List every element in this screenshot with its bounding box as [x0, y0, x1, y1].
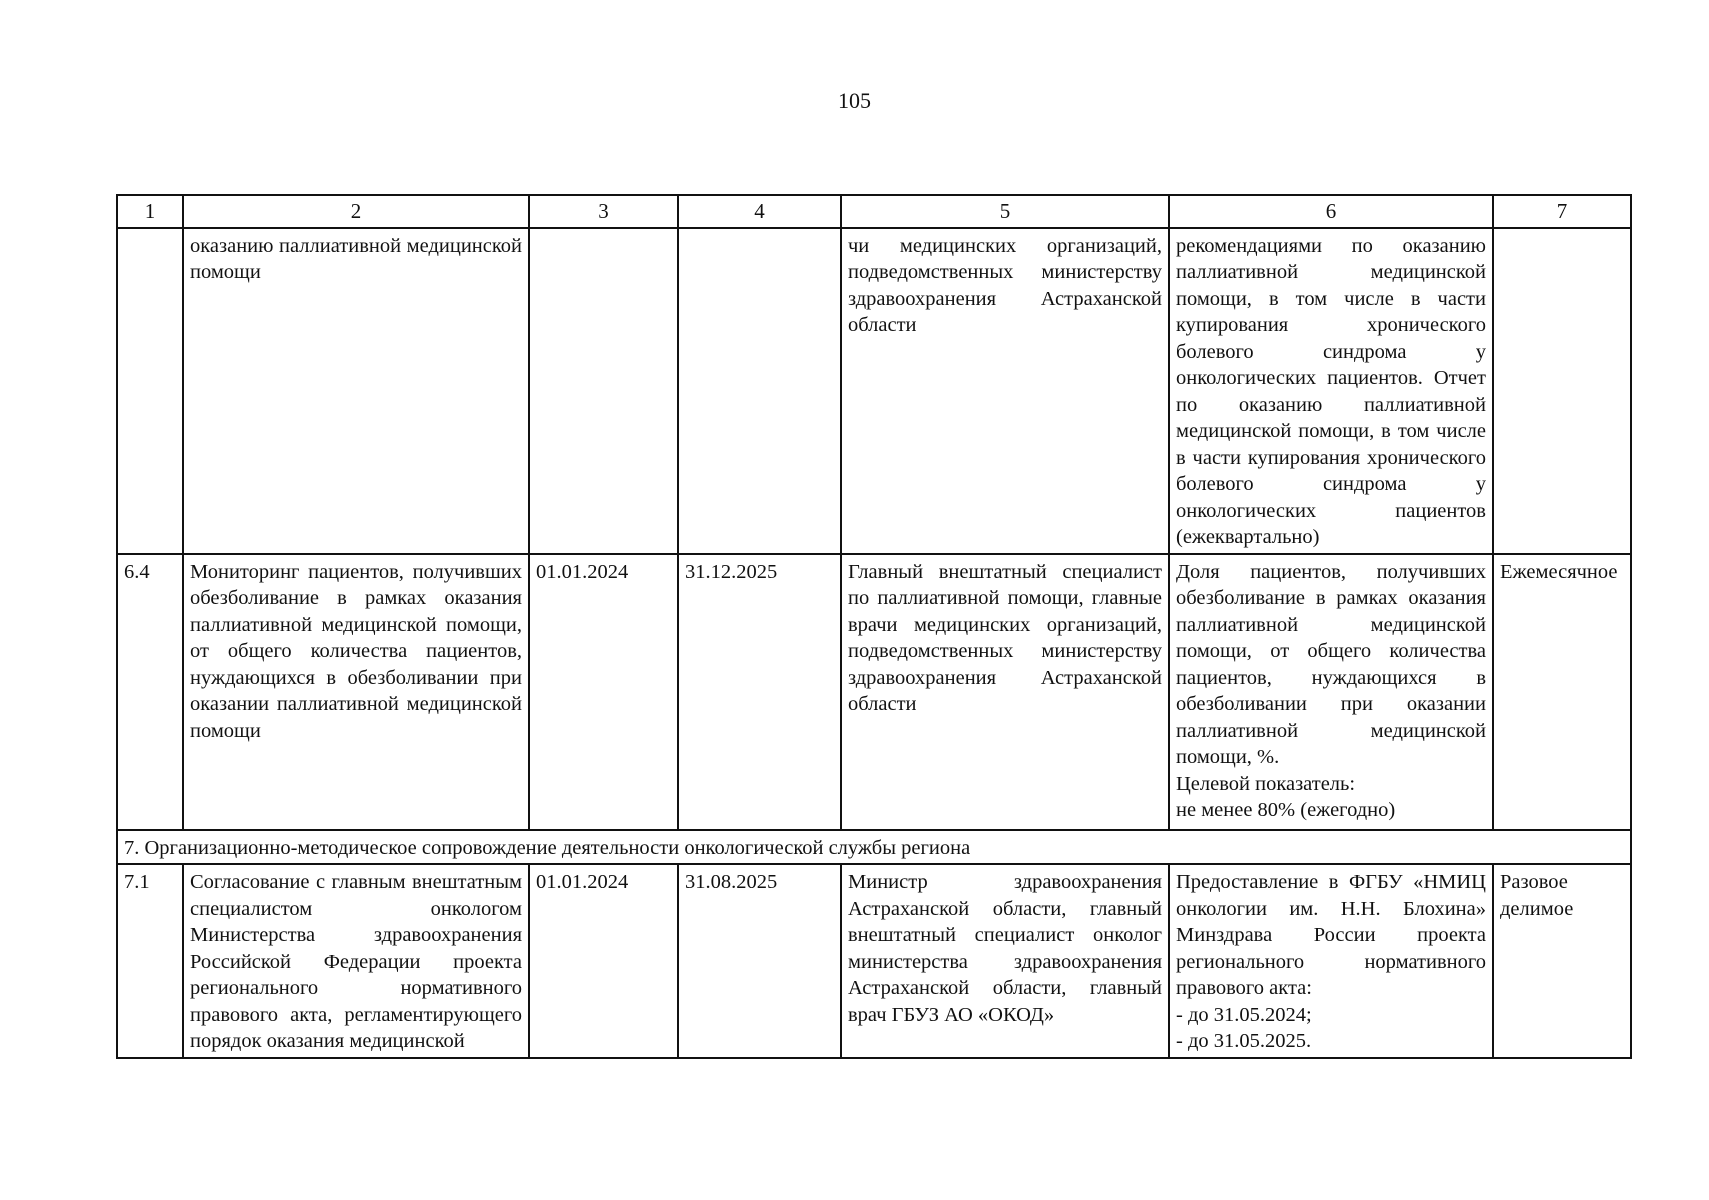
table-row-continued [117, 228, 1631, 554]
cell-end [678, 228, 841, 554]
cell-end: 31.08.2025 [678, 864, 841, 1058]
header-cell: 5 [841, 195, 1169, 228]
cell-start [529, 228, 678, 554]
cell-result [1169, 864, 1493, 1058]
target-label: Целевой показатель: [1176, 772, 1356, 795]
result-text: Доля пациентов, получивших обезболивание в рамках оказания паллиативной медицинской помощи, от общего количества пациентов, нуждающихся в обезболивании при оказании паллиативной медицинской помощи, %. [1176, 560, 1486, 768]
cell-num [117, 228, 183, 554]
cell-result: рекомендациями по оказанию паллиативной медицинской помощи, в том числе в части купирования хронического болевого синдрома у онкологических пациентов. Отчет по оказанию паллиативной медицинской помощи, в том числе в части купирования хронического болевого синдрома у онкологических пациентов (ежеквартально) [1169, 228, 1493, 554]
header-cell: 3 [529, 195, 678, 228]
cell-frequency: Разовое делимое [1493, 864, 1631, 1058]
header-cell: 7 [1493, 195, 1631, 228]
table-row-7-1 [117, 864, 1631, 1058]
cell-activity: Согласование с главным внештатным специалистом онкологом Министерства здравоохранения Российской Федерации проекта регионального нормативного правового акта, регламентирующего порядок оказания медицинской [183, 864, 529, 1058]
cell-num: 7.1 [117, 864, 183, 1058]
header-cell: 1 [117, 195, 183, 228]
deadline-item: - до 31.05.2024; [1176, 1003, 1312, 1026]
cell-activity: Мониторинг пациентов, получивших обезболивание в рамках оказания паллиативной медицинской помощи, от общего количества пациентов, нуждающихся в обезболивании при оказании паллиативной медицинской помощи [183, 554, 529, 830]
cell-start: 01.01.2024 [529, 864, 678, 1058]
cell-frequency [1493, 228, 1631, 554]
section-row [117, 830, 1631, 865]
cell-frequency: Ежемесячное [1493, 554, 1631, 830]
section-title: 7. Организационно-методическое сопровождение деятельности онкологической службы региона [117, 830, 1631, 865]
cell-end: 31.12.2025 [678, 554, 841, 830]
cell-responsible: чи медицинских организаций, подведомственных министерству здравоохранения Астраханской области [841, 228, 1169, 554]
header-cell: 6 [1169, 195, 1493, 228]
cell-responsible: Министр здравоохранения Астраханской области, главный внештатный специалист онколог министерства здравоохранения Астраханской области, главный врач ГБУЗ АО «ОКОД» [841, 864, 1169, 1058]
result-text: Предоставление в ФГБУ «НМИЦ онкологии им. Н.Н. Блохина» Минздрава России проекта регионального нормативного правового акта: [1176, 871, 1486, 999]
deadline-item: - до 31.05.2025. [1176, 1030, 1312, 1052]
page-number: 105 [838, 88, 871, 113]
header-row [117, 195, 1631, 228]
cell-num: 6.4 [117, 554, 183, 830]
cell-start: 01.01.2024 [529, 554, 678, 830]
header-cell: 4 [678, 195, 841, 228]
cell-activity: оказанию паллиативной медицинской помощи [183, 228, 529, 554]
cell-result [1169, 554, 1493, 830]
table-row-6-4 [117, 554, 1631, 830]
header-cell: 2 [183, 195, 529, 228]
target-value: не менее 80% (ежегодно) [1176, 799, 1396, 821]
plan-table [116, 194, 1632, 1059]
cell-responsible: Главный внештатный специалист по паллиативной помощи, главные врачи медицинских организаций, подведомственных министерству здравоохранения Астраханской области [841, 554, 1169, 830]
